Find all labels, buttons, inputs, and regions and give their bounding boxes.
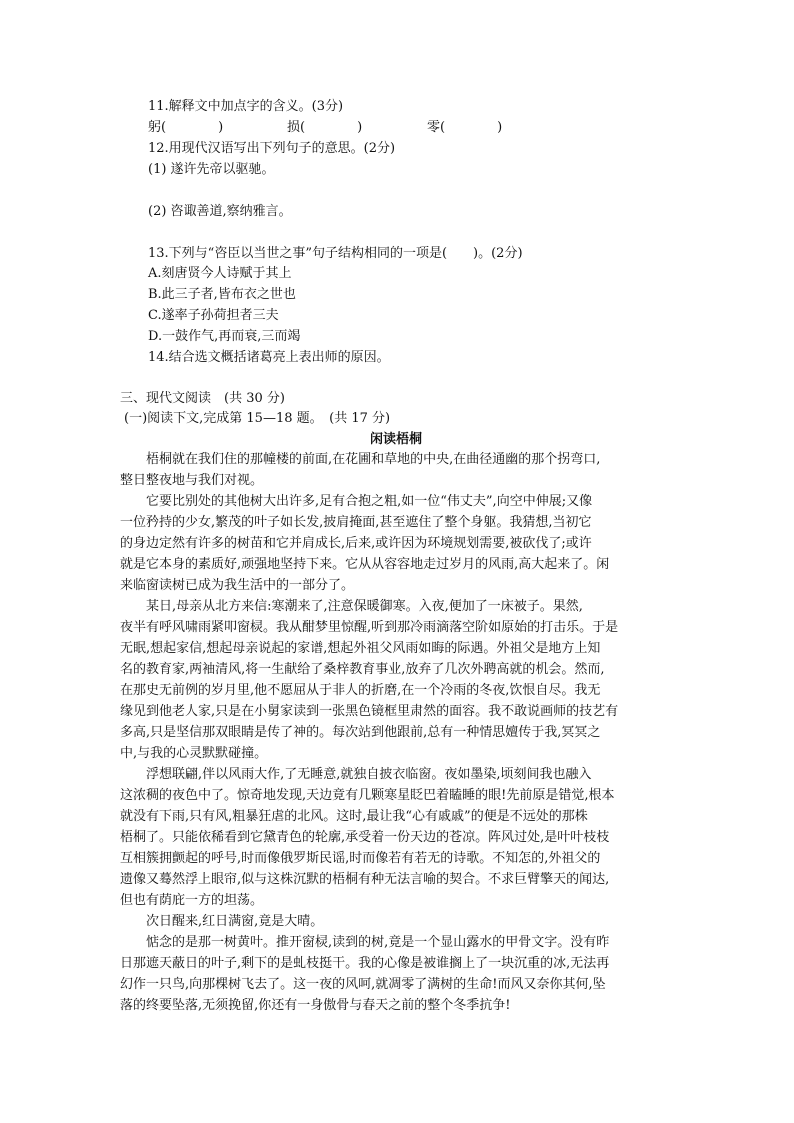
q13-prompt: 13.下列与“咨臣以当世之事”句子结构相同的一项是( )。(2分): [148, 246, 523, 261]
passage-line: 它要比别处的其他树大出许多,足有合抱之粗,如一位“伟丈夫”,向空中伸展;又像: [120, 494, 593, 509]
passage-line: 梧桐了。只能依稀看到它黛青色的轮廓,承受着一份天边的苍凉。阵风过处,是叶叶枝枝: [120, 830, 610, 845]
passage-line: 就没有下雨,只有风,粗暴狂虐的北风。这时,最让我“心有戚戚”的便是不远处的那株: [120, 809, 588, 824]
passage-line: 整日整夜地与我们对视。: [120, 473, 264, 488]
passage-line: 浮想联翩,伴以风雨大作,了无睡意,就独自披衣临窗。夜如墨染,顷刻间我也融入: [120, 767, 592, 782]
passage-line: 次日醒来,红日满窗,竟是大晴。: [120, 914, 324, 929]
q11-item-2: [287, 118, 362, 138]
q11-item-1: [148, 118, 223, 138]
passage-line: 无眠,想起家信,想起母亲说起的家谱,想起外祖父风雨如晦的际遇。外祖父是地方上知: [120, 641, 601, 656]
passage-line: 夜半有呼风啸雨紧叩窗棂。我从酣梦里惊醒,听到那冷雨滴落空阶如原始的打击乐。于是: [120, 620, 619, 635]
q11-char: 躬: [148, 120, 162, 135]
q12-sentence-2: (2) 咨诹善道,察纳雅言。: [148, 204, 292, 219]
passage-line: 中,与我的心灵默默碰撞。: [120, 746, 268, 761]
q13-option-a: A.刻唐贤今人诗赋于其上: [148, 266, 292, 281]
q11-prompt: 11.解释文中加点字的含义。(3分): [148, 99, 344, 114]
passage-line: 某日,母亲从北方来信:寒潮来了,注意保暖御寒。入夜,便加了一床被子。果然,: [120, 599, 583, 614]
passage-line: 来临窗读树已成为我生活中的一部分了。: [120, 578, 355, 593]
q12-sentence-1: (1) 遂许先帝以驱驰。: [148, 162, 275, 177]
section-heading: 三、现代文阅读 (共 30 分): [120, 391, 285, 406]
q13-option-d: D.一鼓作气,再而衰,三而竭: [148, 329, 301, 344]
q14-prompt: 14.结合选文概括诸葛亮上表出师的原因。: [148, 350, 390, 365]
passage-line: 在那史无前例的岁月里,他不愿屈从于非人的折磨,在一个冷雨的冬夜,饮恨自尽。我无: [120, 683, 601, 698]
q11-char: 损: [287, 120, 301, 135]
passage-line: 但也有荫庇一方的坦荡。: [120, 893, 264, 908]
q11-item-3: [427, 118, 502, 138]
passage-line: 名的教育家,两袖清风,将一生献给了桑梓教育事业,放弃了几次外聘高就的机会。然而,: [120, 662, 605, 677]
q11-char: 零: [427, 120, 441, 135]
passage-line: 遗像又蓦然浮上眼帘,似与这株沉默的梧桐有种无法言喻的契合。不求巨臂擎天的闻达,: [120, 872, 610, 887]
section-subheading: (一)阅读下文,完成第 15—18 题。 (共 17 分): [124, 411, 391, 426]
passage-line: 的身边定然有许多的树苗和它并肩成长,后来,或许因为环境规划需要,被砍伐了;或许: [120, 536, 592, 551]
q11-blank: ( ): [440, 120, 503, 135]
q13-option-c: C.遂率子孙荷担者三夫: [148, 308, 279, 323]
q11-blank: ( ): [161, 120, 224, 135]
passage-line: 一位矜持的少女,繁茂的叶子如长发,披肩掩面,甚至遮住了整个身躯。我猜想,当初它: [120, 515, 592, 530]
passage-line: 互相簇拥颤起的呼号,时而像俄罗斯民谣,时而像若有若无的诗歌。不知怎的,外祖父的: [120, 851, 601, 866]
passage-title: 闲读梧桐: [370, 432, 423, 447]
passage-line: 多高,只是坚信那双眼睛是传了神的。每次站到他跟前,总有一种情思嬗传于我,冥冥之: [120, 725, 601, 740]
passage-line: 落的终要坠落,无须挽留,你还有一身傲骨与春天之前的整个冬季抗争!: [120, 998, 511, 1013]
passage-line: 梧桐就在我们住的那幢楼的前面,在花圃和草地的中央,在曲径通幽的那个拐弯口,: [120, 452, 601, 467]
passage-line: 日那遮天蔽日的叶子,剩下的是虬枝挺干。我的心像是被谁搁上了一块沉重的冰,无法再: [120, 956, 610, 971]
q12-prompt: 12.用现代汉语写出下列句子的意思。(2分): [148, 141, 396, 156]
passage-line: 幻作一只鸟,向那棵树飞去了。这一夜的风呵,就凋零了满树的生命!而风又奈你其何,坠: [120, 977, 606, 992]
passage-line: 这浓稠的夜色中了。惊奇地发现,天边竟有几颗寒星眨巴着瞌睡的眼!先前原是错觉,根本: [120, 788, 615, 803]
passage-line: 就是它本身的素质好,顽强地坚持下来。它从从容容地走过岁月的风雨,高大起来了。闲: [120, 557, 610, 572]
passage-line: 缘见到他老人家,只是在小舅家读到一张黑色镜框里肃然的面容。我不敢说画师的技艺有: [120, 704, 619, 719]
q11-blank: ( ): [300, 120, 363, 135]
q13-option-b: B.此三子者,皆布衣之世也: [148, 287, 296, 302]
passage-line: 惦念的是那一树黄叶。推开窗棂,读到的树,竟是一个显山露水的甲骨文字。没有昨: [120, 935, 610, 950]
